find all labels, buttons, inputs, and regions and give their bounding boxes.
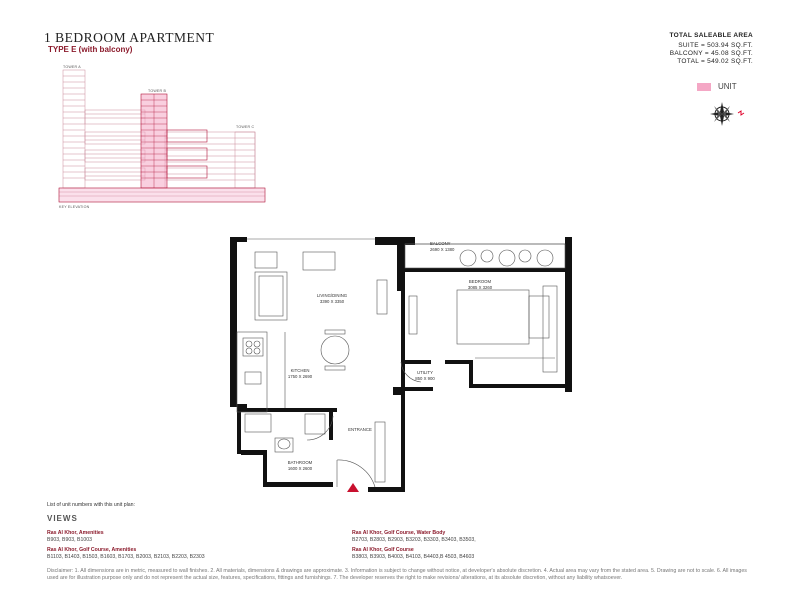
view-group-heading: Ras Al Khor, Golf Course, Water Body	[352, 530, 446, 536]
key-elevation-diagram	[55, 62, 280, 212]
page-title: 1 BEDROOM APARTMENT	[44, 30, 215, 45]
view-group-heading: Ras Al Khor, Amenities	[47, 530, 104, 536]
unit-type-subtitle: TYPE E (with balcony)	[48, 45, 133, 54]
unit-list-intro: List of unit numbers with this unit plan:	[47, 502, 135, 508]
balcony-size: 2690 X 1380	[430, 246, 455, 252]
utility-name: UTILITY	[417, 370, 433, 375]
view-group	[352, 547, 474, 561]
kitchen-name: KITCHEN	[290, 368, 310, 373]
unit-legend-label: UNIT	[718, 82, 737, 91]
tower-b-label: TOWER B	[148, 89, 167, 93]
view-group-units: B2703, B2803, B2903, B3203, B3303, B3403, B3503,	[352, 537, 476, 543]
living-room	[302, 293, 362, 304]
bedroom-name: BEDROOM	[468, 279, 492, 284]
views-heading: VIEWS	[47, 514, 78, 523]
living-size: 3390 X 3350	[319, 298, 345, 304]
kitchen-room	[275, 368, 325, 379]
view-group-heading: Ras Al Khor, Golf Course	[352, 547, 414, 553]
bathroom-room	[275, 460, 325, 471]
balcony-area: BALCONY = 45.08 SQ.FT.	[669, 50, 753, 57]
view-group	[352, 530, 476, 544]
bedroom-size: 3085 X 3260	[467, 284, 493, 290]
compass-icon	[705, 100, 747, 128]
entrance-label: ENTRANCE	[348, 427, 372, 432]
living-name: LIVING/DINING	[316, 293, 348, 298]
utility-size: 850 X 900	[415, 375, 435, 381]
bathroom-name: BATHROOM	[287, 460, 313, 465]
view-group-heading: Ras Al Khor, Golf Course, Amenities	[47, 547, 137, 553]
suite-area: SUITE = 503.94 SQ.FT.	[678, 42, 753, 49]
view-group-units: B1103, B1403, B1503, B1603, B1703, B2003, B2103, B2203, B2303	[47, 554, 205, 560]
view-group-units: B903, B903, B1003	[47, 537, 92, 543]
view-group	[47, 530, 104, 544]
tower-c-label: TOWER C	[236, 125, 255, 129]
view-group	[47, 547, 205, 561]
balcony-room	[430, 241, 454, 252]
floor-plan	[225, 232, 580, 497]
key-elevation-caption: KEY ELEVATION	[59, 205, 90, 209]
unit-swatch	[697, 83, 711, 91]
unit-legend	[697, 82, 737, 91]
total-area: TOTAL = 549.02 SQ.FT.	[677, 58, 753, 65]
bedroom-room	[450, 279, 510, 290]
bathroom-size: 1600 X 2600	[287, 465, 313, 471]
area-heading: TOTAL SALEABLE AREA	[669, 32, 753, 39]
balcony-name: BALCONY	[430, 241, 451, 246]
kitchen-size: 1750 X 2690	[287, 373, 313, 379]
utility-room	[405, 370, 445, 381]
tower-a-label: TOWER A	[63, 65, 81, 69]
disclaimer: Disclaimer: 1. All dimensions are in metric, measured to wall finishes. 2. All materials, dimensions & drawings are approximate. 3. Information is subject to change without notice, at developer's absolute discretion. 4. Actual area may vary from the stated area. 5. Drawing are not to scale. 6. All images used are for illustration purpose only and do not represent the actual size, features, specifications, fittings and furnishings. 7. The developer reserves the right to make revisions/ alterations, at its absolute discretion, without any liability whatsoever.	[47, 568, 747, 581]
view-group-units: B3803, B3903, B4003, B4103, B4403,B 4503, B4603	[352, 554, 475, 560]
